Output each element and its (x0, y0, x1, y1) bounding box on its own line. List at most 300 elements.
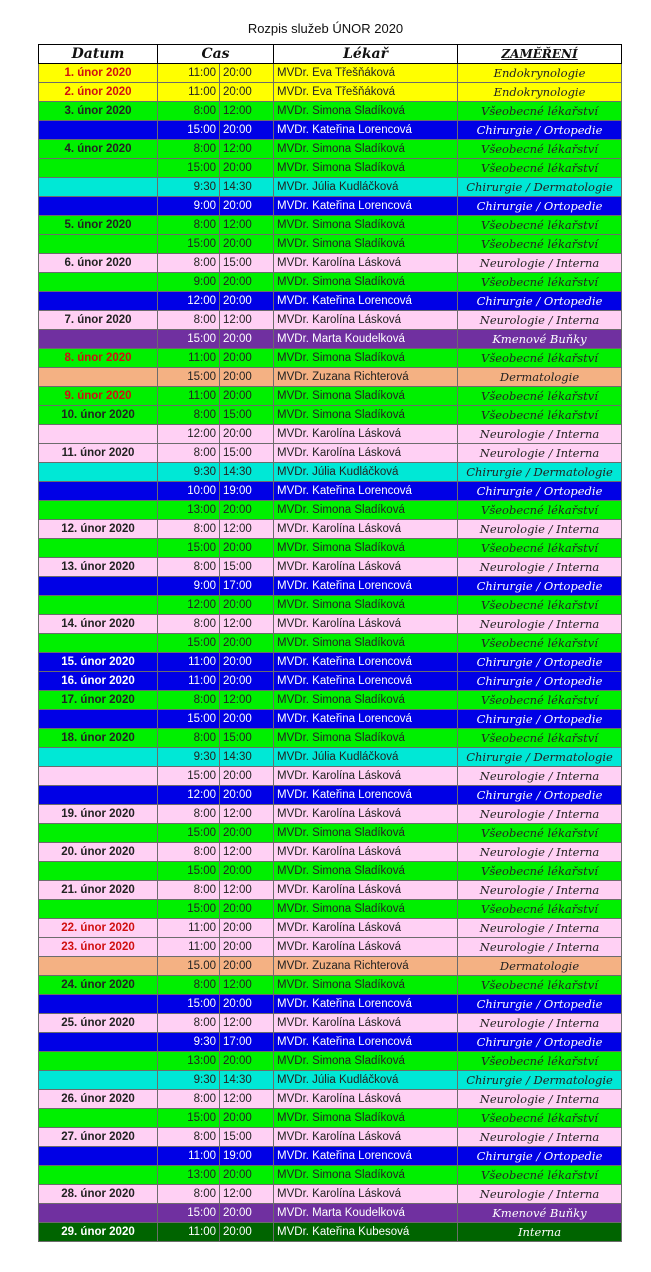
end-time-cell: 12:00 (220, 691, 274, 710)
date-cell: 5. únor 2020 (39, 216, 158, 235)
doctor-cell: MVDr. Júlia Kudláčková (274, 178, 458, 197)
end-time-cell: 20:00 (220, 425, 274, 444)
doctor-cell: MVDr. Kateřina Lorencová (274, 786, 458, 805)
specialty-cell: Neurologie / Interna (458, 444, 622, 463)
table-header (39, 45, 622, 64)
header-time: Cas (158, 45, 274, 64)
end-time-cell: 12:00 (220, 881, 274, 900)
table-row (39, 786, 622, 805)
specialty-cell: Všeobecné lékařství (458, 824, 622, 843)
table-row (39, 349, 622, 368)
table-row (39, 634, 622, 653)
table-row (39, 121, 622, 140)
doctor-cell: MVDr. Kateřina Lorencová (274, 1033, 458, 1052)
doctor-cell: MVDr. Zuzana Richterová (274, 368, 458, 387)
specialty-cell: Chirurgie / Ortopedie (458, 786, 622, 805)
date-cell (39, 900, 158, 919)
date-cell: 12. únor 2020 (39, 520, 158, 539)
start-time-cell: 15:00 (158, 235, 220, 254)
doctor-cell: MVDr. Marta Koudelková (274, 1204, 458, 1223)
table-row (39, 957, 622, 976)
end-time-cell: 12:00 (220, 843, 274, 862)
specialty-cell: Všeobecné lékařství (458, 634, 622, 653)
specialty-cell: Neurologie / Interna (458, 311, 622, 330)
end-time-cell: 12:00 (220, 216, 274, 235)
end-time-cell: 20:00 (220, 634, 274, 653)
table-row (39, 520, 622, 539)
date-cell: 24. únor 2020 (39, 976, 158, 995)
date-cell: 17. únor 2020 (39, 691, 158, 710)
specialty-cell: Neurologie / Interna (458, 938, 622, 957)
start-time-cell: 9:30 (158, 1033, 220, 1052)
table-row (39, 1109, 622, 1128)
specialty-cell: Neurologie / Interna (458, 919, 622, 938)
table-row (39, 482, 622, 501)
specialty-cell: Kmenové Buňky (458, 1204, 622, 1223)
end-time-cell: 20:00 (220, 1223, 274, 1242)
table-row (39, 406, 622, 425)
date-cell (39, 748, 158, 767)
end-time-cell: 19:00 (220, 1147, 274, 1166)
end-time-cell: 20:00 (220, 1166, 274, 1185)
doctor-cell: MVDr. Kateřina Lorencová (274, 121, 458, 140)
doctor-cell: MVDr. Kateřina Lorencová (274, 672, 458, 691)
doctor-cell: MVDr. Simona Sladíková (274, 976, 458, 995)
date-cell: 20. únor 2020 (39, 843, 158, 862)
start-time-cell: 11:00 (158, 672, 220, 691)
end-time-cell: 20:00 (220, 349, 274, 368)
table-row (39, 463, 622, 482)
date-cell (39, 767, 158, 786)
end-time-cell: 20:00 (220, 596, 274, 615)
end-time-cell: 20:00 (220, 919, 274, 938)
specialty-cell: Kmenové Buňky (458, 330, 622, 349)
table-row (39, 1128, 622, 1147)
start-time-cell: 9:00 (158, 197, 220, 216)
start-time-cell: 11:00 (158, 1147, 220, 1166)
table-row (39, 710, 622, 729)
specialty-cell: Chirurgie / Ortopedie (458, 577, 622, 596)
doctor-cell: MVDr. Simona Sladíková (274, 1166, 458, 1185)
specialty-cell: Chirurgie / Ortopedie (458, 1147, 622, 1166)
date-cell: 4. únor 2020 (39, 140, 158, 159)
start-time-cell: 8:00 (158, 881, 220, 900)
table-row (39, 102, 622, 121)
date-cell (39, 1204, 158, 1223)
specialty-cell: Neurologie / Interna (458, 843, 622, 862)
date-cell: 7. únor 2020 (39, 311, 158, 330)
start-time-cell: 15:00 (158, 634, 220, 653)
specialty-cell: Neurologie / Interna (458, 1014, 622, 1033)
specialty-cell: Neurologie / Interna (458, 1090, 622, 1109)
date-cell (39, 235, 158, 254)
end-time-cell: 20:00 (220, 121, 274, 140)
end-time-cell: 12:00 (220, 976, 274, 995)
table-row (39, 292, 622, 311)
end-time-cell: 12:00 (220, 1185, 274, 1204)
end-time-cell: 20:00 (220, 273, 274, 292)
specialty-cell: Chirurgie / Ortopedie (458, 672, 622, 691)
end-time-cell: 15:00 (220, 558, 274, 577)
doctor-cell: MVDr. Marta Koudelková (274, 330, 458, 349)
date-cell (39, 425, 158, 444)
date-cell: 9. únor 2020 (39, 387, 158, 406)
doctor-cell: MVDr. Simona Sladíková (274, 387, 458, 406)
end-time-cell: 20:00 (220, 292, 274, 311)
date-cell (39, 1166, 158, 1185)
date-cell (39, 596, 158, 615)
end-time-cell: 20:00 (220, 786, 274, 805)
specialty-cell: Všeobecné lékařství (458, 596, 622, 615)
doctor-cell: MVDr. Karolína Lásková (274, 444, 458, 463)
doctor-cell: MVDr. Karolína Lásková (274, 311, 458, 330)
start-time-cell: 8:00 (158, 1185, 220, 1204)
end-time-cell: 20:00 (220, 1052, 274, 1071)
date-cell (39, 1033, 158, 1052)
specialty-cell: Neurologie / Interna (458, 425, 622, 444)
doctor-cell: MVDr. Simona Sladíková (274, 634, 458, 653)
doctor-cell: MVDr. Simona Sladíková (274, 1052, 458, 1071)
date-cell (39, 957, 158, 976)
table-row (39, 729, 622, 748)
specialty-cell: Neurologie / Interna (458, 805, 622, 824)
specialty-cell: Chirurgie / Dermatologie (458, 178, 622, 197)
table-row (39, 83, 622, 102)
date-cell: 28. únor 2020 (39, 1185, 158, 1204)
table-row (39, 387, 622, 406)
doctor-cell: MVDr. Eva Třešňáková (274, 83, 458, 102)
start-time-cell: 8:00 (158, 843, 220, 862)
date-cell: 23. únor 2020 (39, 938, 158, 957)
doctor-cell: MVDr. Simona Sladíková (274, 235, 458, 254)
doctor-cell: MVDr. Karolína Lásková (274, 558, 458, 577)
doctor-cell: MVDr. Kateřina Lorencová (274, 577, 458, 596)
end-time-cell: 20:00 (220, 653, 274, 672)
specialty-cell: Endokrynologie (458, 83, 622, 102)
date-cell (39, 121, 158, 140)
table-row (39, 311, 622, 330)
table-row (39, 1166, 622, 1185)
table-row (39, 216, 622, 235)
start-time-cell: 15:00 (158, 539, 220, 558)
table-row (39, 197, 622, 216)
doctor-cell: MVDr. Simona Sladíková (274, 216, 458, 235)
table-row (39, 425, 622, 444)
table-row (39, 672, 622, 691)
start-time-cell: 15.00 (158, 957, 220, 976)
doctor-cell: MVDr. Karolína Lásková (274, 938, 458, 957)
doctor-cell: MVDr. Simona Sladíková (274, 140, 458, 159)
start-time-cell: 15:00 (158, 862, 220, 881)
date-cell (39, 634, 158, 653)
doctor-cell: MVDr. Kateřina Lorencová (274, 197, 458, 216)
date-cell: 14. únor 2020 (39, 615, 158, 634)
specialty-cell: Všeobecné lékařství (458, 1052, 622, 1071)
date-cell: 16. únor 2020 (39, 672, 158, 691)
start-time-cell: 8:00 (158, 1014, 220, 1033)
table-row (39, 824, 622, 843)
doctor-cell: MVDr. Simona Sladíková (274, 862, 458, 881)
date-cell: 22. únor 2020 (39, 919, 158, 938)
table-row (39, 1185, 622, 1204)
table-row (39, 235, 622, 254)
end-time-cell: 20:00 (220, 197, 274, 216)
date-cell: 8. únor 2020 (39, 349, 158, 368)
end-time-cell: 17:00 (220, 1033, 274, 1052)
header-date: Datum (39, 45, 158, 64)
start-time-cell: 11:00 (158, 83, 220, 102)
end-time-cell: 12:00 (220, 311, 274, 330)
table-row (39, 140, 622, 159)
doctor-cell: MVDr. Karolína Lásková (274, 843, 458, 862)
start-time-cell: 12:00 (158, 425, 220, 444)
end-time-cell: 20:00 (220, 862, 274, 881)
table-row (39, 1223, 622, 1242)
table-row (39, 178, 622, 197)
doctor-cell: MVDr. Kateřina Lorencová (274, 653, 458, 672)
specialty-cell: Neurologie / Interna (458, 1185, 622, 1204)
date-cell: 11. únor 2020 (39, 444, 158, 463)
table-row (39, 1014, 622, 1033)
specialty-cell: Chirurgie / Dermatologie (458, 463, 622, 482)
doctor-cell: MVDr. Eva Třešňáková (274, 64, 458, 83)
doctor-cell: MVDr. Simona Sladíková (274, 900, 458, 919)
specialty-cell: Všeobecné lékařství (458, 691, 622, 710)
date-cell (39, 292, 158, 311)
header-specialty: ZAMĚŘENÍ (458, 45, 622, 64)
end-time-cell: 20:00 (220, 767, 274, 786)
table-row (39, 748, 622, 767)
start-time-cell: 15:00 (158, 121, 220, 140)
start-time-cell: 12:00 (158, 596, 220, 615)
date-cell (39, 330, 158, 349)
specialty-cell: Všeobecné lékařství (458, 273, 622, 292)
date-cell (39, 577, 158, 596)
doctor-cell: MVDr. Karolína Lásková (274, 767, 458, 786)
end-time-cell: 12:00 (220, 520, 274, 539)
doctor-cell: MVDr. Karolína Lásková (274, 1185, 458, 1204)
header-doctor: Lékař (274, 45, 458, 64)
date-cell: 19. únor 2020 (39, 805, 158, 824)
specialty-cell: Chirurgie / Ortopedie (458, 197, 622, 216)
start-time-cell: 8:00 (158, 1128, 220, 1147)
date-cell (39, 501, 158, 520)
end-time-cell: 20:00 (220, 1109, 274, 1128)
end-time-cell: 15:00 (220, 444, 274, 463)
end-time-cell: 20:00 (220, 368, 274, 387)
doctor-cell: MVDr. Simona Sladíková (274, 596, 458, 615)
table-row (39, 64, 622, 83)
table-row (39, 444, 622, 463)
specialty-cell: Všeobecné lékařství (458, 387, 622, 406)
table-row (39, 1033, 622, 1052)
doctor-cell: MVDr. Simona Sladíková (274, 159, 458, 178)
specialty-cell: Všeobecné lékařství (458, 102, 622, 121)
specialty-cell: Všeobecné lékařství (458, 216, 622, 235)
doctor-cell: MVDr. Karolína Lásková (274, 1090, 458, 1109)
start-time-cell: 11:00 (158, 64, 220, 83)
start-time-cell: 9:30 (158, 178, 220, 197)
table-row (39, 919, 622, 938)
table-row (39, 805, 622, 824)
specialty-cell: Neurologie / Interna (458, 558, 622, 577)
specialty-cell: Neurologie / Interna (458, 520, 622, 539)
date-cell (39, 273, 158, 292)
date-cell (39, 368, 158, 387)
end-time-cell: 12:00 (220, 140, 274, 159)
specialty-cell: Všeobecné lékařství (458, 349, 622, 368)
specialty-cell: Dermatologie (458, 368, 622, 387)
specialty-cell: Chirurgie / Ortopedie (458, 653, 622, 672)
date-cell (39, 1071, 158, 1090)
start-time-cell: 8:00 (158, 406, 220, 425)
doctor-cell: MVDr. Karolína Lásková (274, 520, 458, 539)
date-cell: 1. únor 2020 (39, 64, 158, 83)
specialty-cell: Všeobecné lékařství (458, 900, 622, 919)
doctor-cell: MVDr. Kateřina Lorencová (274, 292, 458, 311)
date-cell: 6. únor 2020 (39, 254, 158, 273)
end-time-cell: 20:00 (220, 539, 274, 558)
doctor-cell: MVDr. Simona Sladíková (274, 349, 458, 368)
doctor-cell: MVDr. Kateřina Lorencová (274, 482, 458, 501)
table-row (39, 330, 622, 349)
end-time-cell: 20:00 (220, 710, 274, 729)
table-row (39, 900, 622, 919)
date-cell (39, 1052, 158, 1071)
doctor-cell: MVDr. Simona Sladíková (274, 501, 458, 520)
end-time-cell: 20:00 (220, 64, 274, 83)
doctor-cell: MVDr. Simona Sladíková (274, 406, 458, 425)
date-cell (39, 862, 158, 881)
start-time-cell: 8:00 (158, 691, 220, 710)
end-time-cell: 12:00 (220, 1090, 274, 1109)
start-time-cell: 11:00 (158, 1223, 220, 1242)
specialty-cell: Všeobecné lékařství (458, 1109, 622, 1128)
end-time-cell: 15:00 (220, 406, 274, 425)
table-row (39, 159, 622, 178)
specialty-cell: Interna (458, 1223, 622, 1242)
schedule-table (38, 44, 622, 1242)
doctor-cell: MVDr. Karolína Lásková (274, 805, 458, 824)
table-row (39, 501, 622, 520)
table-row (39, 615, 622, 634)
table-row (39, 653, 622, 672)
specialty-cell: Chirurgie / Ortopedie (458, 710, 622, 729)
table-row (39, 1052, 622, 1071)
end-time-cell: 20:00 (220, 672, 274, 691)
start-time-cell: 12:00 (158, 786, 220, 805)
end-time-cell: 20:00 (220, 83, 274, 102)
start-time-cell: 15:00 (158, 1204, 220, 1223)
start-time-cell: 8:00 (158, 1090, 220, 1109)
specialty-cell: Neurologie / Interna (458, 881, 622, 900)
date-cell (39, 197, 158, 216)
start-time-cell: 15:00 (158, 767, 220, 786)
date-cell: 2. únor 2020 (39, 83, 158, 102)
end-time-cell: 20:00 (220, 330, 274, 349)
start-time-cell: 11:00 (158, 349, 220, 368)
date-cell: 10. únor 2020 (39, 406, 158, 425)
specialty-cell: Všeobecné lékařství (458, 159, 622, 178)
table-row (39, 558, 622, 577)
end-time-cell: 12:00 (220, 102, 274, 121)
specialty-cell: Všeobecné lékařství (458, 729, 622, 748)
table-row (39, 995, 622, 1014)
table-row (39, 976, 622, 995)
specialty-cell: Chirurgie / Ortopedie (458, 121, 622, 140)
start-time-cell: 15:00 (158, 900, 220, 919)
end-time-cell: 20:00 (220, 387, 274, 406)
end-time-cell: 15:00 (220, 1128, 274, 1147)
date-cell (39, 1109, 158, 1128)
start-time-cell: 13:00 (158, 1166, 220, 1185)
table-row (39, 691, 622, 710)
date-cell: 3. únor 2020 (39, 102, 158, 121)
end-time-cell: 20:00 (220, 995, 274, 1014)
start-time-cell: 8:00 (158, 976, 220, 995)
end-time-cell: 20:00 (220, 159, 274, 178)
start-time-cell: 8:00 (158, 729, 220, 748)
specialty-cell: Všeobecné lékařství (458, 539, 622, 558)
specialty-cell: Chirurgie / Dermatologie (458, 1071, 622, 1090)
start-time-cell: 15:00 (158, 995, 220, 1014)
end-time-cell: 20:00 (220, 1204, 274, 1223)
specialty-cell: Endokrynologie (458, 64, 622, 83)
end-time-cell: 20:00 (220, 235, 274, 254)
start-time-cell: 8:00 (158, 102, 220, 121)
doctor-cell: MVDr. Karolína Lásková (274, 1128, 458, 1147)
doctor-cell: MVDr. Kateřina Lorencová (274, 995, 458, 1014)
specialty-cell: Neurologie / Interna (458, 615, 622, 634)
date-cell (39, 710, 158, 729)
date-cell: 18. únor 2020 (39, 729, 158, 748)
specialty-cell: Chirurgie / Ortopedie (458, 995, 622, 1014)
end-time-cell: 14:30 (220, 748, 274, 767)
doctor-cell: MVDr. Zuzana Richterová (274, 957, 458, 976)
specialty-cell: Dermatologie (458, 957, 622, 976)
start-time-cell: 15:00 (158, 368, 220, 387)
doctor-cell: MVDr. Simona Sladíková (274, 273, 458, 292)
doctor-cell: MVDr. Simona Sladíková (274, 1109, 458, 1128)
date-cell: 26. únor 2020 (39, 1090, 158, 1109)
doctor-cell: MVDr. Karolína Lásková (274, 881, 458, 900)
doctor-cell: MVDr. Karolína Lásková (274, 615, 458, 634)
table-row (39, 368, 622, 387)
table-row (39, 273, 622, 292)
start-time-cell: 8:00 (158, 444, 220, 463)
specialty-cell: Všeobecné lékařství (458, 501, 622, 520)
end-time-cell: 12:00 (220, 1014, 274, 1033)
doctor-cell: MVDr. Júlia Kudláčková (274, 1071, 458, 1090)
table-row (39, 1090, 622, 1109)
date-cell: 25. únor 2020 (39, 1014, 158, 1033)
table-row (39, 881, 622, 900)
start-time-cell: 15:00 (158, 824, 220, 843)
table-row (39, 539, 622, 558)
date-cell (39, 482, 158, 501)
doctor-cell: MVDr. Simona Sladíková (274, 102, 458, 121)
specialty-cell: Všeobecné lékařství (458, 1166, 622, 1185)
end-time-cell: 20:00 (220, 938, 274, 957)
start-time-cell: 9:30 (158, 748, 220, 767)
doctor-cell: MVDr. Karolína Lásková (274, 254, 458, 273)
specialty-cell: Chirurgie / Dermatologie (458, 748, 622, 767)
doctor-cell: MVDr. Karolína Lásková (274, 425, 458, 444)
table-row (39, 1204, 622, 1223)
start-time-cell: 11:00 (158, 653, 220, 672)
specialty-cell: Všeobecné lékařství (458, 976, 622, 995)
start-time-cell: 8:00 (158, 254, 220, 273)
